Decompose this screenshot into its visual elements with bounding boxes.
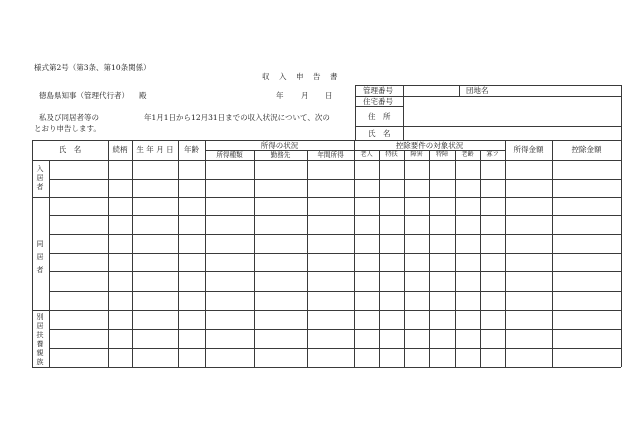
housing-number-label: 住宅番号	[363, 97, 393, 106]
group-label-separate-dependent: 別 居 扶 養 親 族	[36, 313, 44, 366]
header-birthdate: 生 年 月 日	[136, 145, 174, 154]
header-name: 氏 名	[58, 145, 82, 154]
applicant-name-label: 氏 名	[368, 129, 391, 138]
header-special-disability: 特障	[435, 151, 449, 158]
header-income-amount: 所得金額	[513, 145, 544, 154]
header-employer: 勤務先	[270, 151, 291, 159]
declaration-line-1: 私及び同居者等の 年1月1日から12月31日までの収入状況について、次の	[39, 113, 330, 122]
header-income-type: 所得種類	[216, 151, 243, 159]
header-age: 年齢	[184, 145, 199, 154]
date-day-label: 日	[325, 91, 333, 100]
header-widow: 寡フ	[486, 151, 499, 158]
header-specified-dependent: 特扶	[385, 151, 398, 158]
date-month-label: 月	[301, 91, 309, 100]
complex-name-label: 団地名	[466, 86, 489, 95]
addressee: 徳島県知事（管理代行者）	[39, 91, 129, 100]
header-deduction-amount: 控除金額	[571, 145, 602, 154]
group-label-cohabitant: 同 居 者	[36, 240, 44, 274]
address-label: 住 所	[368, 112, 391, 121]
header-deduction-status: 控除要件の対象状況	[395, 141, 464, 150]
header-elderly: 老人	[360, 151, 373, 158]
header-annual-income: 年間所得	[317, 151, 344, 159]
form-title: 収 入 申 告 書	[262, 72, 339, 81]
header-aged: 老齢	[461, 151, 474, 158]
form-number: 様式第2号（第3条、第10条関係）	[34, 63, 151, 72]
header-disability: 障害	[410, 151, 423, 158]
declaration-line-2: とおり申告します。	[34, 124, 101, 133]
mgmt-number-label: 管理番号	[363, 86, 393, 95]
group-label-resident: 入 居 者	[36, 165, 44, 191]
date-year-label: 年	[276, 91, 284, 100]
honorific: 殿	[139, 91, 147, 100]
header-relationship: 続柄	[112, 145, 128, 154]
header-income-status: 所得の状況	[260, 141, 299, 150]
